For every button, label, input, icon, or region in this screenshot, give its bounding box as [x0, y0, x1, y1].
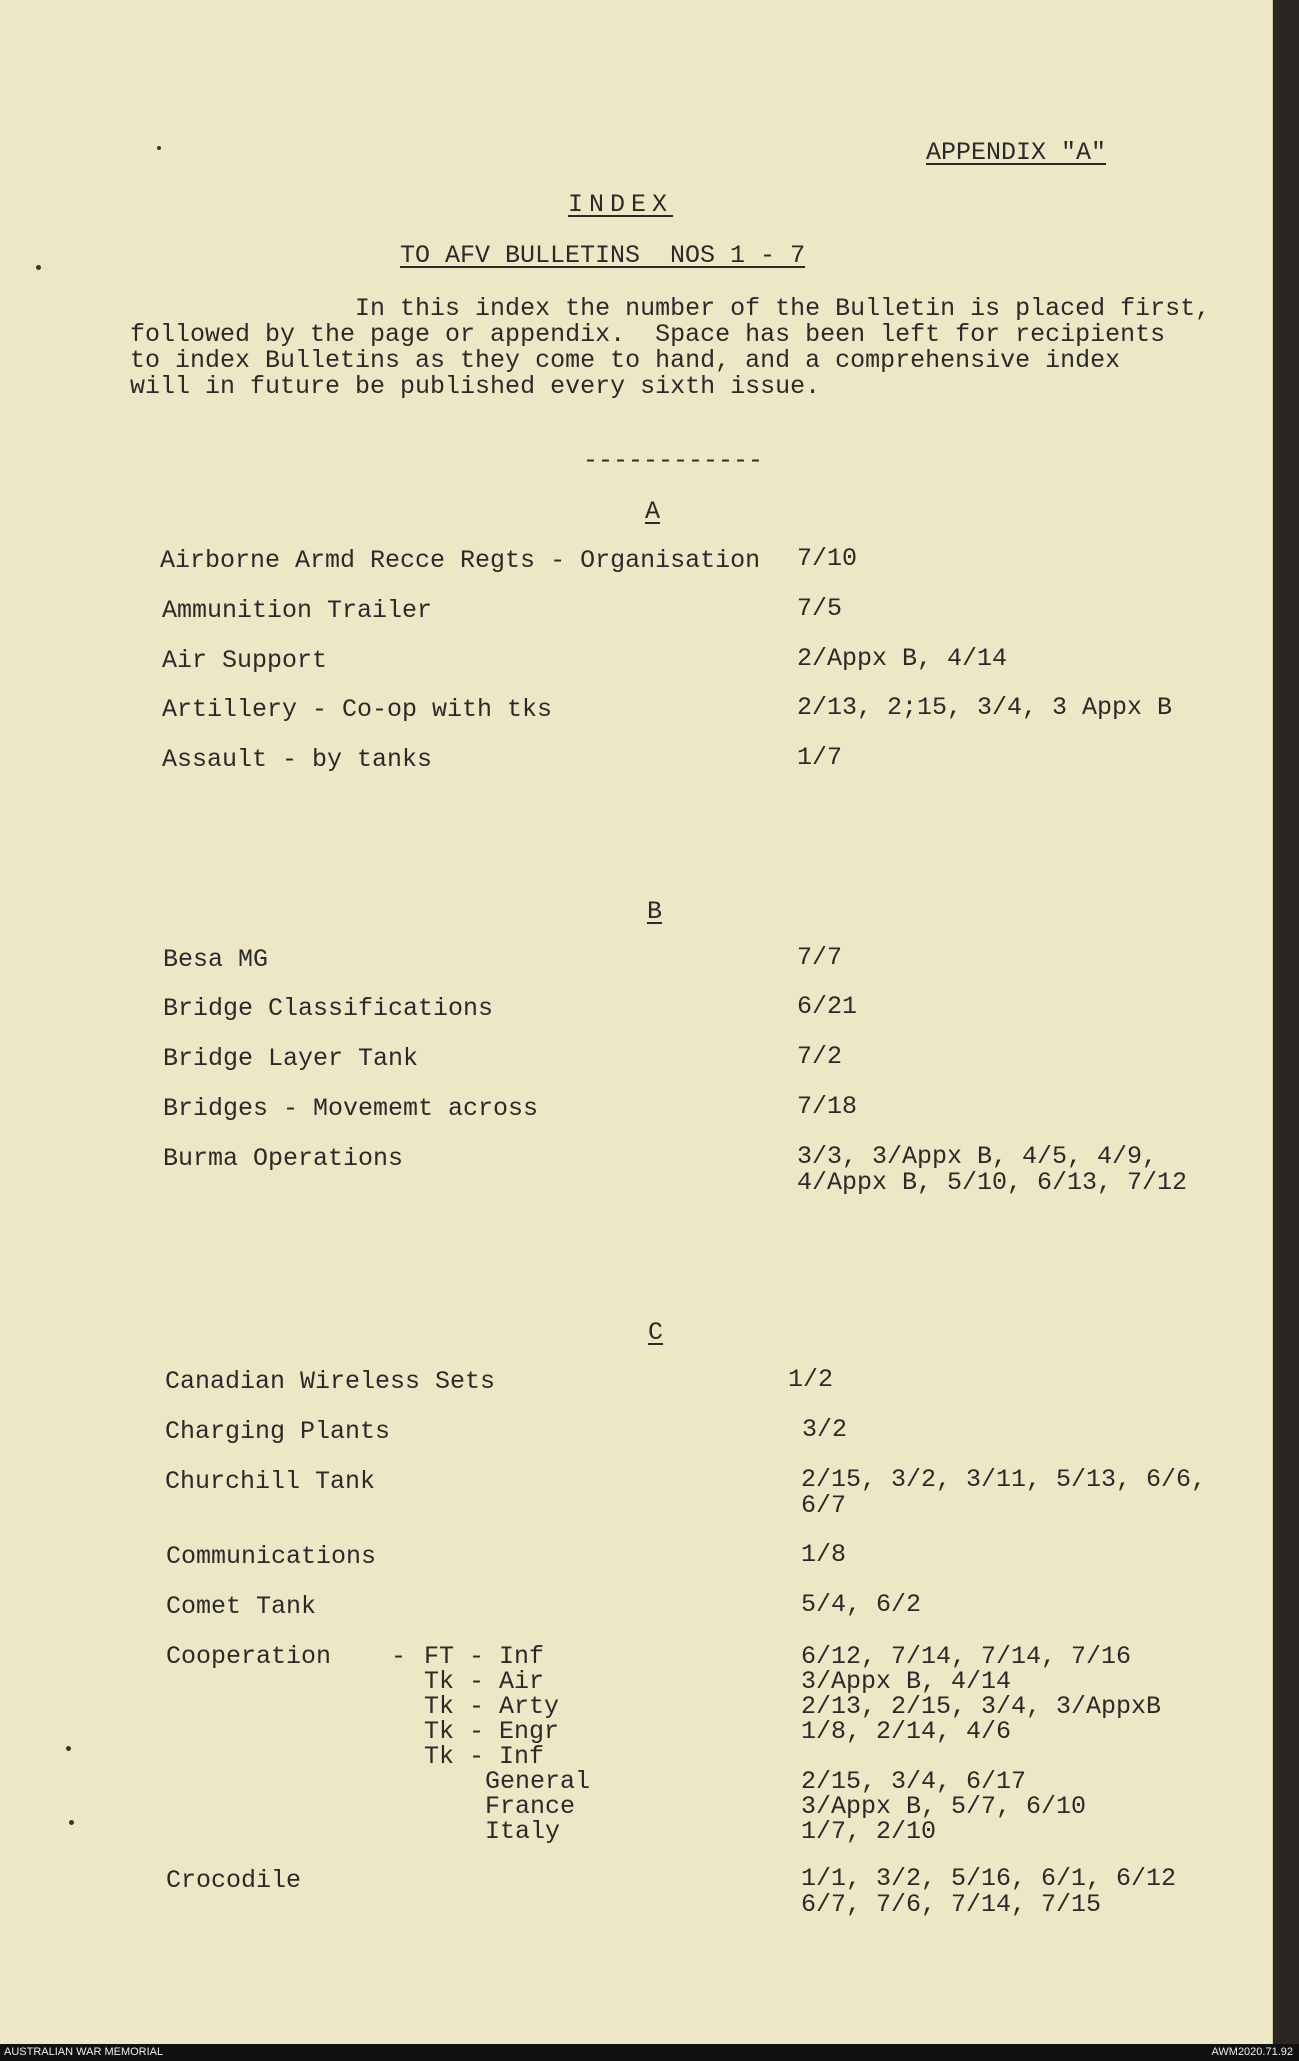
footer-institution: AUSTRALIAN WAR MEMORIAL [4, 2046, 164, 2058]
entry-topic: Canadian Wireless Sets [165, 1367, 496, 1396]
page-title: INDEX [568, 190, 674, 219]
entry-refs: 7/10 [797, 544, 858, 573]
sub-refs: 2/13, 2/15, 3/4, 3/AppxB [801, 1692, 1162, 1721]
sub-topic: Tk - Arty [424, 1692, 560, 1721]
entry-refs: 7/5 [797, 594, 843, 623]
entry-topic: Air Support [162, 646, 328, 675]
entry-refs: 7/2 [797, 1042, 843, 1071]
paper-speck [66, 1746, 71, 1751]
entry-refs: 5/4, 6/2 [801, 1590, 922, 1619]
entry-topic: Ammunition Trailer [162, 596, 433, 625]
paper-speck [157, 146, 161, 150]
entry-refs: 7/18 [797, 1092, 858, 1121]
paper-speck [36, 265, 41, 270]
sub-refs: 3/Appx B, 4/14 [801, 1667, 1012, 1696]
sub-topic: France [440, 1792, 576, 1821]
entry-refs: 3/2 [802, 1415, 848, 1444]
entry-refs: 6/21 [797, 992, 858, 1021]
sub-topic: Tk - Inf [424, 1742, 545, 1771]
entry-topic: Bridge Classifications [163, 994, 494, 1023]
entry-refs: 3/3, 3/Appx B, 4/5, 4/9, 4/Appx B, 5/10, 6/13, 7/12 [797, 1142, 1188, 1197]
sub-topic: Tk - Engr [424, 1717, 560, 1746]
section-letter-c: C [648, 1318, 664, 1347]
intro-paragraph: In this index the number of the Bulletin is placed first, followed by the page or appendix. Space has been left for recipients to index Bulletins as they come to hand, and a comprehensive index will in future be published every sixth issue. [130, 294, 1211, 401]
page-subtitle: TO AFV BULLETINS NOS 1 - 7 [400, 241, 806, 270]
sub-refs: 2/15, 3/4, 6/17 [801, 1767, 1027, 1796]
entry-topic: Crocodile [166, 1866, 302, 1895]
section-letter-b: B [647, 897, 663, 926]
sub-refs: 1/8, 2/14, 4/6 [801, 1717, 1012, 1746]
entry-topic: Besa MG [163, 945, 269, 974]
separator-line: ------------ [583, 446, 764, 475]
sub-topic: Italy [440, 1817, 561, 1846]
archive-footer [0, 2044, 1299, 2061]
entry-refs: 1/8 [801, 1540, 847, 1569]
entry-refs: 7/7 [797, 943, 843, 972]
sub-topic: FT - Inf [424, 1642, 545, 1671]
entry-topic: Charging Plants [165, 1417, 391, 1446]
appendix-label: APPENDIX "A" [926, 138, 1107, 167]
footer-accession-number: AWM2020.71.92 [1211, 2046, 1293, 2058]
entry-topic: Assault - by tanks [162, 745, 433, 774]
entry-topic: Bridge Layer Tank [163, 1044, 419, 1073]
entry-refs: 1/1, 3/2, 5/16, 6/1, 6/12 6/7, 7/6, 7/14, 7/15 [801, 1864, 1177, 1919]
entry-refs: 1/2 [788, 1365, 834, 1394]
entry-topic: Cooperation - [166, 1642, 407, 1671]
sub-topic: General [440, 1767, 591, 1796]
paper-speck [69, 1820, 74, 1825]
sub-refs: 1/7, 2/10 [801, 1817, 937, 1846]
entry-topic: Artillery - Co-op with tks [162, 695, 553, 724]
entry-topic: Airborne Armd Recce Regts - Organisation [160, 546, 761, 575]
section-letter-a: A [645, 497, 661, 526]
entry-topic: Churchill Tank [165, 1467, 376, 1496]
entry-topic: Burma Operations [163, 1144, 404, 1173]
entry-topic: Bridges - Movememt across [163, 1094, 539, 1123]
sub-refs: 3/Appx B, 5/7, 6/10 [801, 1792, 1087, 1821]
entry-refs: 2/Appx B, 4/14 [797, 644, 1008, 673]
entry-refs: 2/15, 3/2, 3/11, 5/13, 6/6, 6/7 [801, 1465, 1207, 1520]
sub-topic: Tk - Air [424, 1667, 545, 1696]
entry-topic: Comet Tank [166, 1592, 317, 1621]
sub-refs: 6/12, 7/14, 7/14, 7/16 [801, 1642, 1132, 1671]
entry-topic: Communications [166, 1542, 377, 1571]
entry-refs: 1/7 [797, 743, 843, 772]
entry-refs: 2/13, 2;15, 3/4, 3 Appx B [797, 693, 1173, 722]
